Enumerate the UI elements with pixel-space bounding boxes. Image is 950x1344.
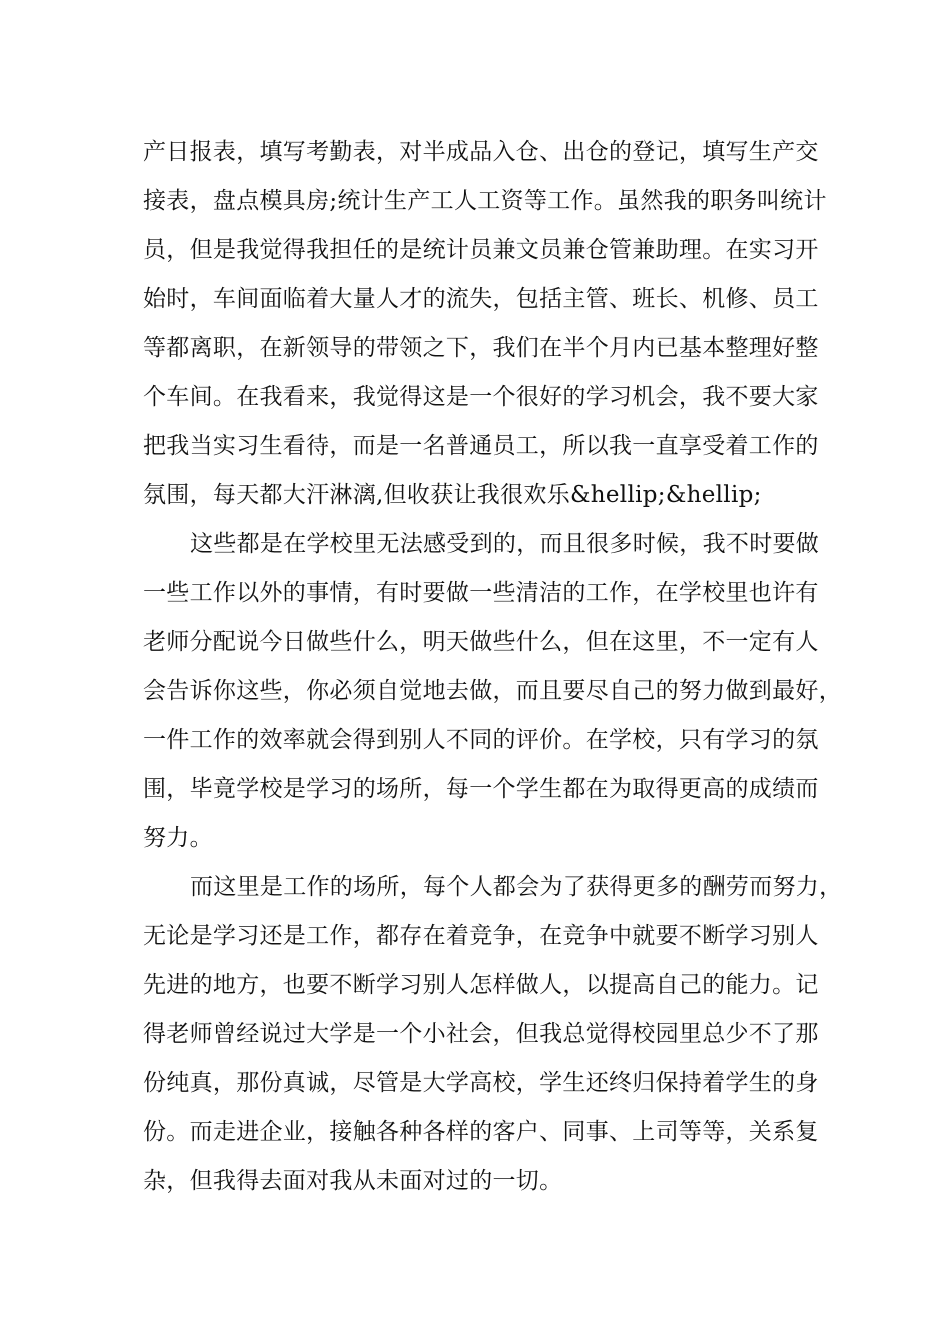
text-line: 会告诉你这些，你必须自觉地去做，而且要尽自己的努力做到最好， — [143, 678, 842, 704]
paragraph-start-line: 这些都是在学校里无法感受到的，而且很多时候，我不时要做 — [190, 531, 820, 557]
text-line: 始时，车间面临着大量人才的流失，包括主管、班长、机修、员工 — [143, 286, 819, 312]
text-line: 无论是学习还是工作，都存在着竞争，在竞争中就要不断学习别人 — [143, 923, 819, 949]
text-line: 产日报表，填写考勤表，对半成品入仓、出仓的登记，填写生产交 — [143, 139, 819, 165]
paragraph-start-line: 而这里是工作的场所，每个人都会为了获得更多的酬劳而努力， — [190, 874, 843, 900]
text-line: 把我当实习生看待，而是一名普通员工，所以我一直享受着工作的 — [143, 433, 819, 459]
document-body — [143, 133, 843, 1211]
text-line: 围，毕竟学校是学习的场所，每一个学生都在为取得更高的成绩而 — [143, 776, 819, 802]
text-line: 努力。 — [143, 825, 213, 851]
text-line: 接表，盘点模具房;统计生产工人工资等工作。虽然我的职务叫统计 — [143, 188, 827, 214]
text-line: 氛围，每天都大汗淋漓,但收获让我很欢乐&hellip;&hellip; — [143, 482, 762, 508]
text-line: 员，但是我觉得我担任的是统计员兼文员兼仓管兼助理。在实习开 — [143, 237, 819, 263]
text-line: 份纯真，那份真诚，尽管是大学高校，学生还终归保持着学生的身 — [143, 1070, 819, 1096]
text-line: 得老师曾经说过大学是一个小社会，但我总觉得校园里总少不了那 — [143, 1021, 819, 1047]
text-line: 杂，但我得去面对我从未面对过的一切。 — [143, 1168, 563, 1194]
text-line: 份。而走进企业，接触各种各样的客户、同事、上司等等，关系复 — [143, 1119, 819, 1145]
text-line: 等都离职，在新领导的带领之下，我们在半个月内已基本整理好整 — [143, 335, 819, 361]
text-line: 老师分配说今日做些什么，明天做些什么，但在这里，不一定有人 — [143, 629, 819, 655]
text-line: 先进的地方，也要不断学习别人怎样做人，以提高自己的能力。记 — [143, 972, 819, 998]
text-line: 一件工作的效率就会得到别人不同的评价。在学校，只有学习的氛 — [143, 727, 819, 753]
text-line: 个车间。在我看来，我觉得这是一个很好的学习机会，我不要大家 — [143, 384, 819, 410]
text-line: 一些工作以外的事情，有时要做一些清洁的工作，在学校里也许有 — [143, 580, 819, 606]
